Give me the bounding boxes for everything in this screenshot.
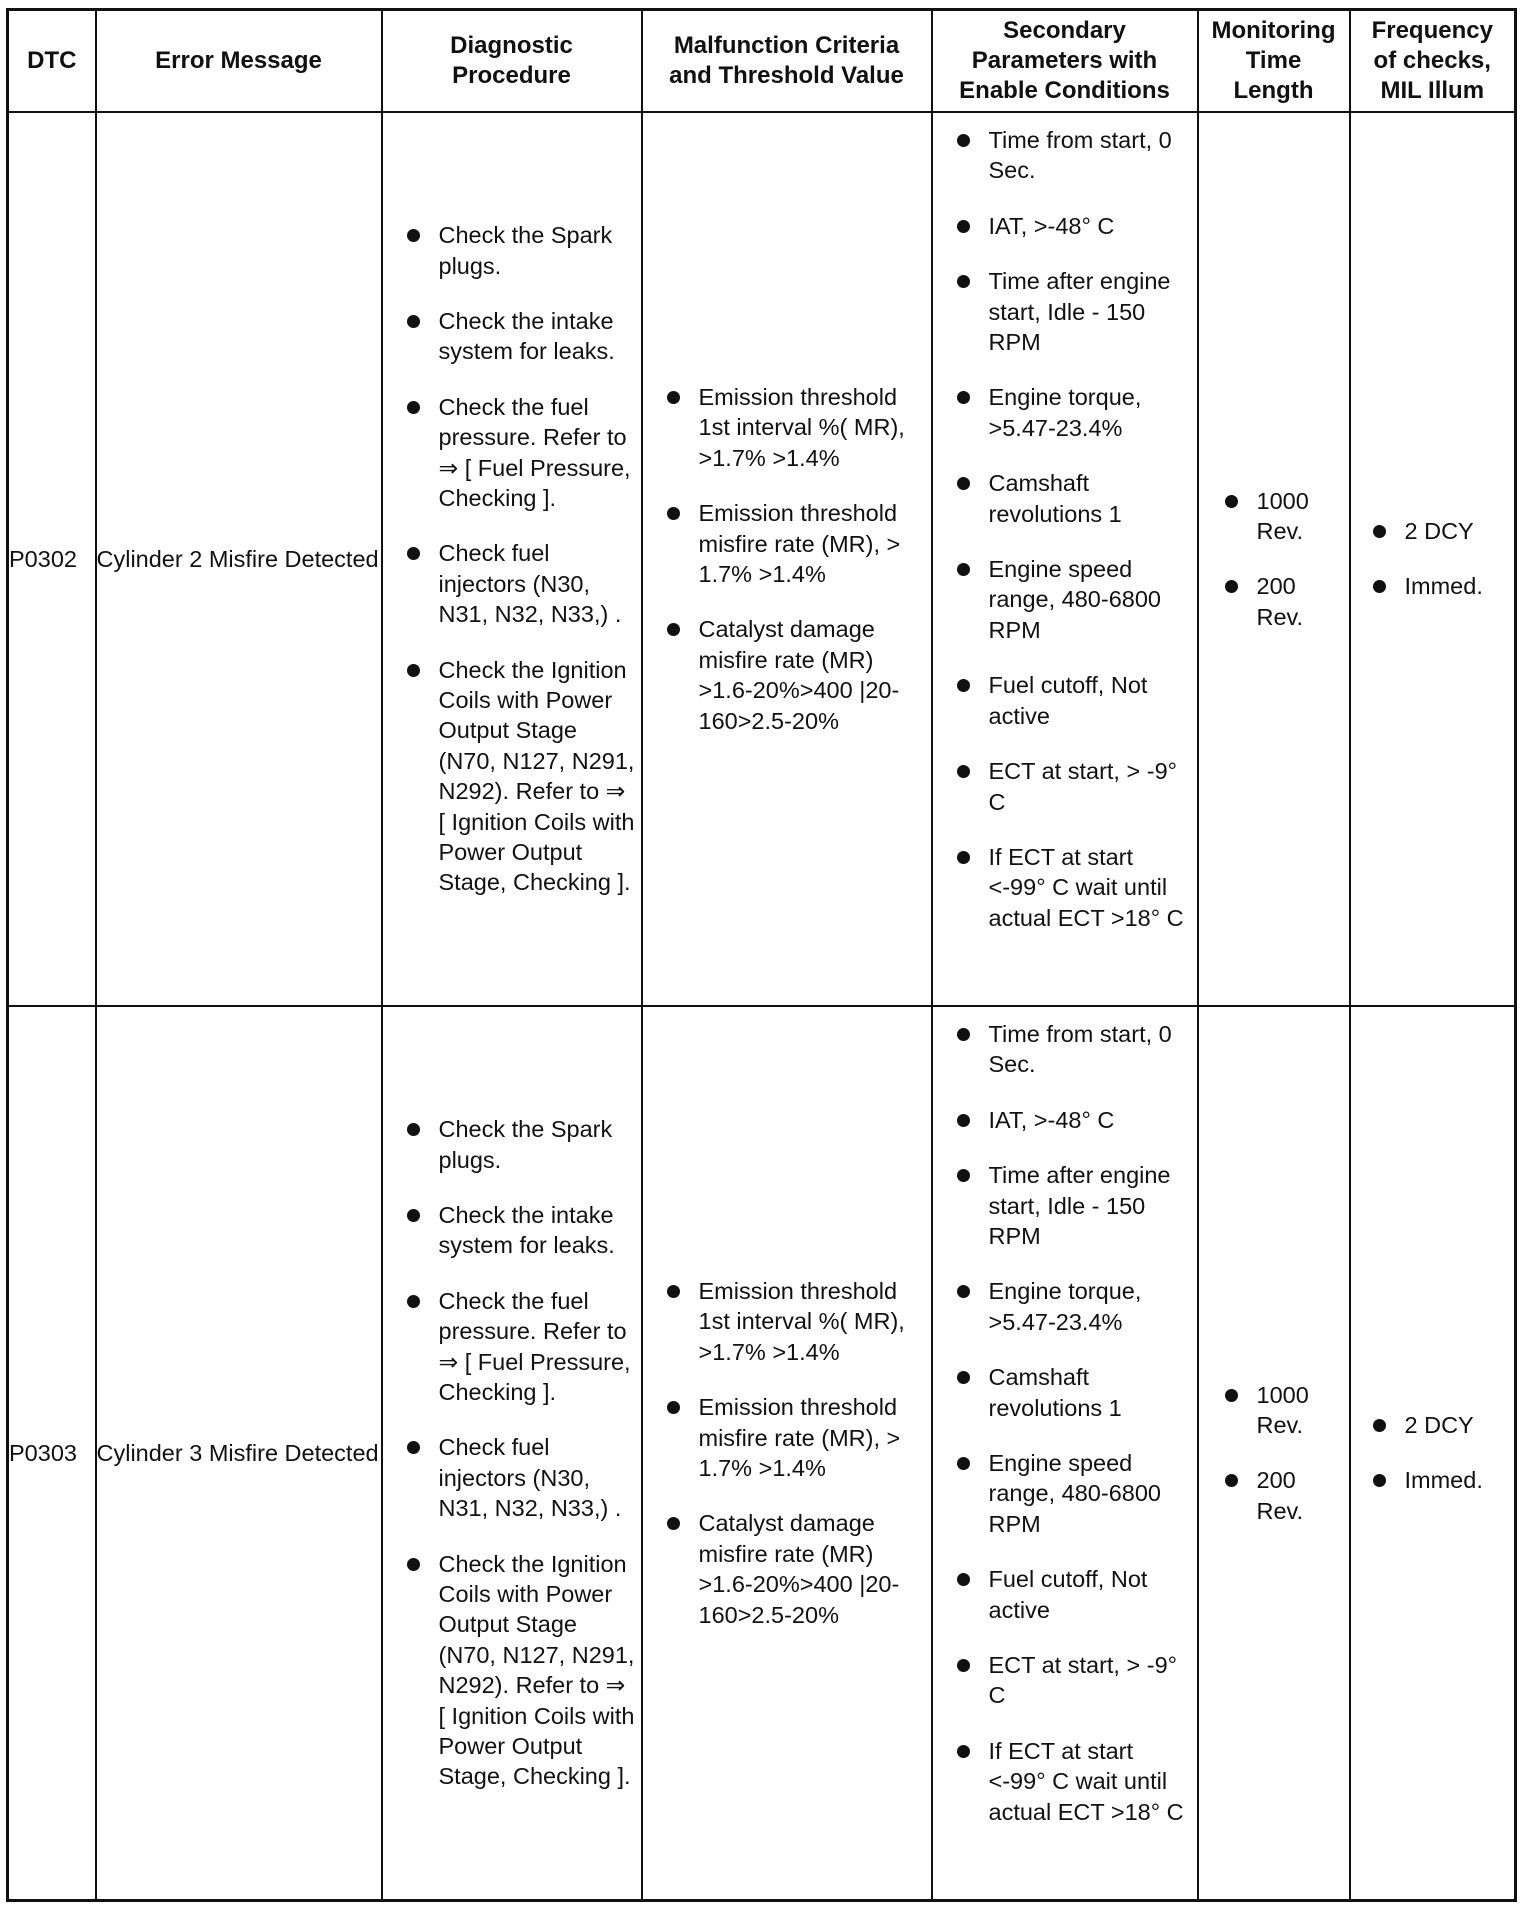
dtc-table [6, 8, 1517, 1902]
secondary-parameter: Engine torque, >5.47-23.4% [989, 1276, 1191, 1337]
secondary-parameter: Time after engine start, Idle - 150 RPM [989, 266, 1191, 357]
dtc-code: P0302 [8, 112, 96, 1006]
header-secondary-parameters: Secondary Parameters with Enable Conditions [932, 10, 1198, 113]
secondary-parameter: Camshaft revolutions 1 [989, 1362, 1191, 1423]
secondary-parameter: IAT, >-48° C [989, 211, 1191, 241]
monitoring-time-cell [1198, 112, 1350, 1006]
error-message: Cylinder 2 Misfire Detected [96, 112, 382, 1006]
dtc-code: P0303 [8, 1006, 96, 1901]
procedure-step: Check the intake system for leaks. [439, 306, 635, 367]
malfunction-criterion: Emission threshold 1st interval %( MR), >1.7% >1.4% [699, 1276, 925, 1367]
secondary-parameter: If ECT at start <-99° C wait until actual ECT >18° C [989, 842, 1191, 933]
frequency-cell [1350, 112, 1516, 1006]
secondary-parameter: ECT at start, > -9° C [989, 1650, 1191, 1711]
table-row [8, 1006, 1516, 1901]
procedure-step: Check the intake system for leaks. [439, 1200, 635, 1261]
frequency-value: 2 DCY [1405, 1410, 1515, 1440]
monitoring-time-value: 200 Rev. [1257, 1465, 1349, 1526]
header-monitoring-time: Monitoring Time Length [1198, 10, 1350, 113]
procedure-step: Check the Ignition Coils with Power Output Stage (N70, N127, N291, N292). Refer to ⇒ [ Ignition Coils with Power Output Stage, Checking ]. [439, 655, 635, 898]
procedure-step: Check the Spark plugs. [439, 1114, 635, 1175]
header-row [8, 10, 1516, 113]
malfunction-criteria-cell [642, 1006, 932, 1901]
monitoring-time-value: 200 Rev. [1257, 571, 1349, 632]
secondary-parameter: ECT at start, > -9° C [989, 756, 1191, 817]
frequency-value: Immed. [1405, 571, 1515, 601]
diagnostic-procedure-cell [382, 1006, 642, 1901]
procedure-step: Check the Ignition Coils with Power Output Stage (N70, N127, N291, N292). Refer to ⇒ [ Ignition Coils with Power Output Stage, Checking ]. [439, 1549, 635, 1792]
table-row [8, 112, 1516, 1006]
secondary-parameter: Engine torque, >5.47-23.4% [989, 382, 1191, 443]
secondary-parameter: Time from start, 0 Sec. [989, 1019, 1191, 1080]
header-malfunction-criteria: Malfunction Criteria and Threshold Value [642, 10, 932, 113]
monitoring-time-cell [1198, 1006, 1350, 1901]
malfunction-criterion: Emission threshold misfire rate (MR), > 1.7% >1.4% [699, 1392, 925, 1483]
table-body [8, 112, 1516, 1901]
secondary-parameter: If ECT at start <-99° C wait until actual ECT >18° C [989, 1736, 1191, 1827]
monitoring-time-value: 1000 Rev. [1257, 486, 1349, 547]
procedure-step: Check the Spark plugs. [439, 220, 635, 281]
monitoring-time-value: 1000 Rev. [1257, 1380, 1349, 1441]
procedure-step: Check the fuel pressure. Refer to ⇒ [ Fuel Pressure, Checking ]. [439, 1286, 635, 1408]
procedure-step: Check fuel injectors (N30, N31, N32, N33,) . [439, 1432, 635, 1523]
header-error-message: Error Message [96, 10, 382, 113]
frequency-value: 2 DCY [1405, 516, 1515, 546]
secondary-parameter: IAT, >-48° C [989, 1105, 1191, 1135]
secondary-parameter: Time from start, 0 Sec. [989, 125, 1191, 186]
secondary-parameter: Fuel cutoff, Not active [989, 1564, 1191, 1625]
procedure-step: Check fuel injectors (N30, N31, N32, N33,) . [439, 538, 635, 629]
error-message: Cylinder 3 Misfire Detected [96, 1006, 382, 1901]
secondary-parameter: Engine speed range, 480-6800 RPM [989, 554, 1191, 645]
frequency-cell [1350, 1006, 1516, 1901]
header-dtc: DTC [8, 10, 96, 113]
secondary-parameter: Fuel cutoff, Not active [989, 670, 1191, 731]
diagnostic-procedure-cell [382, 112, 642, 1006]
procedure-step: Check the fuel pressure. Refer to ⇒ [ Fuel Pressure, Checking ]. [439, 392, 635, 514]
header-frequency: Frequency of checks, MIL Illum [1350, 10, 1516, 113]
secondary-parameter: Time after engine start, Idle - 150 RPM [989, 1160, 1191, 1251]
header-diagnostic-procedure: Diagnostic Procedure [382, 10, 642, 113]
malfunction-criterion: Catalyst damage misfire rate (MR) >1.6-20%>400 |20-160>2.5-20% [699, 1508, 925, 1630]
secondary-parameter: Camshaft revolutions 1 [989, 468, 1191, 529]
malfunction-criterion: Catalyst damage misfire rate (MR) >1.6-20%>400 |20-160>2.5-20% [699, 614, 925, 736]
secondary-parameters-cell [932, 1006, 1198, 1901]
secondary-parameter: Engine speed range, 480-6800 RPM [989, 1448, 1191, 1539]
secondary-parameters-cell [932, 112, 1198, 1006]
malfunction-criterion: Emission threshold misfire rate (MR), > 1.7% >1.4% [699, 498, 925, 589]
malfunction-criteria-cell [642, 112, 932, 1006]
frequency-value: Immed. [1405, 1465, 1515, 1495]
malfunction-criterion: Emission threshold 1st interval %( MR), >1.7% >1.4% [699, 382, 925, 473]
